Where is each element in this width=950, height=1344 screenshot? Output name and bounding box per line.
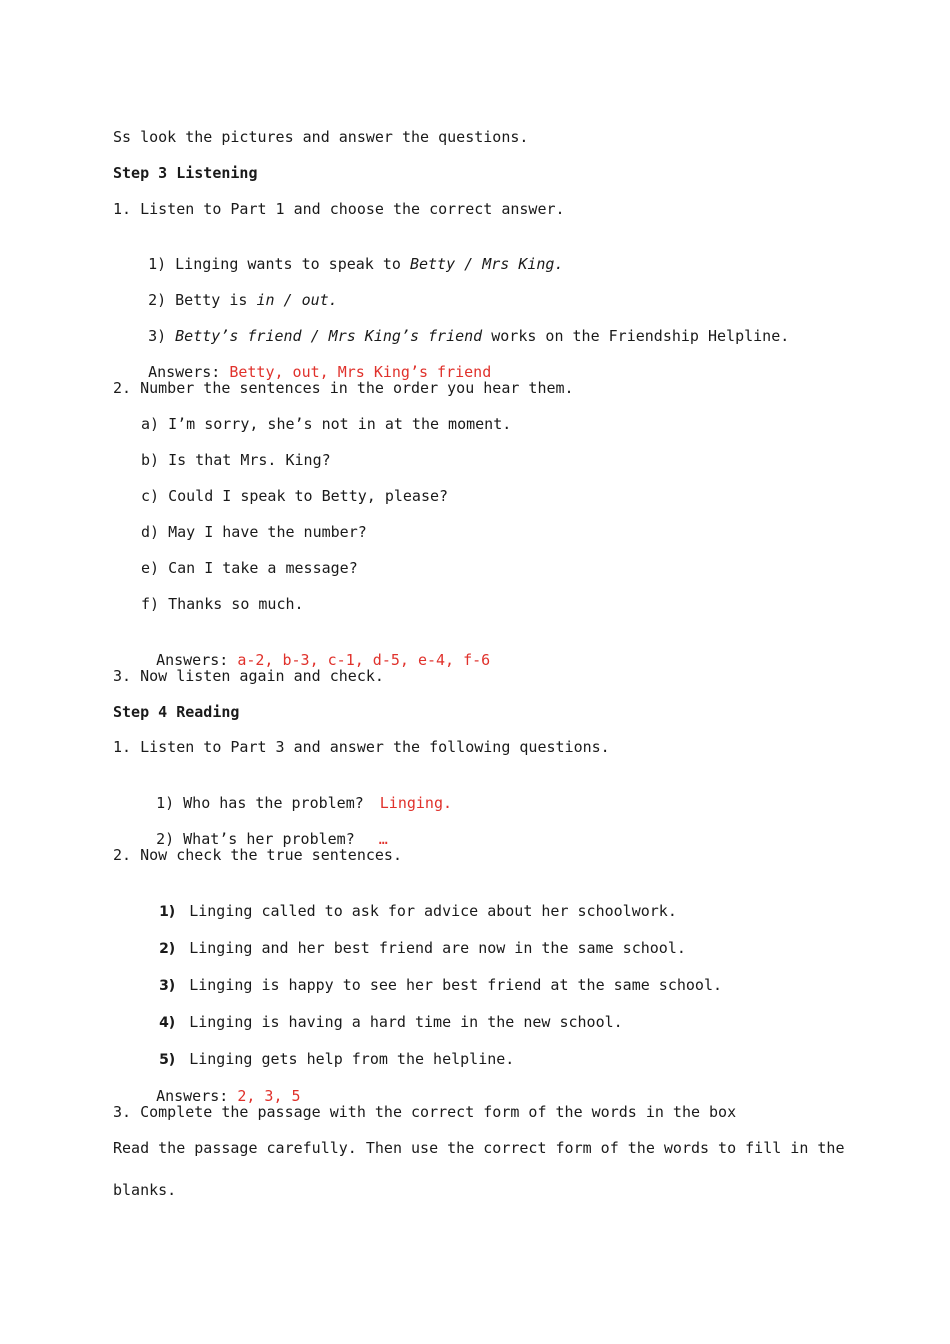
q3-suffix: works on the Friendship Helpline. [482,327,790,345]
step3-task3: 3. Now listen again and check. [113,667,384,685]
item-text: Linging called to ask for advice about her schoolwork. [189,902,677,920]
answers-label: Answers: [148,363,230,381]
q2-choice: in / out. [256,291,338,309]
question-text: 1) Who has the problem? [156,794,364,812]
answers-value: Betty, out, Mrs King’s friend [229,363,492,381]
item-number: 2) [159,941,176,957]
step3-task1-title: 1. Listen to Part 1 and choose the correct answer. [113,200,565,218]
step4-task1-q1 [138,773,452,813]
list-item: d) May I have the number? [141,523,367,541]
q3-choice: Betty’s friend / Mrs King’s friend [175,327,483,345]
answers-value: 2, 3, 5 [237,1087,301,1105]
question-answer: … [378,830,388,848]
q1-choice: Betty / Mrs King. [409,255,564,273]
step3-task1-q2 [130,270,338,310]
item-number: 5) [159,1052,176,1068]
item-text: Linging is having a hard time in the new school. [189,1013,623,1031]
answers-label: Answers: [156,1087,238,1105]
step4-task2-title: 2. Now check the true sentences. [113,846,402,864]
answers-label: Answers: [156,651,238,669]
item-text: Linging is happy to see her best friend at the same school. [189,976,723,994]
list-item: b) Is that Mrs. King? [141,451,331,469]
step4-task1-title: 1. Listen to Part 3 and answer the following questions. [113,738,610,756]
q3-prefix: 3) [148,327,176,345]
item-number: 1) [159,904,176,920]
list-item: e) Can I take a message? [141,559,358,577]
answers-value: a-2, b-3, c-1, d-5, e-4, f-6 [237,651,491,669]
step3-heading: Step 3 Listening [113,164,258,182]
item-number: 4) [159,1015,176,1031]
intro-text: Ss look the pictures and answer the questions. [113,128,529,146]
list-item [141,1029,514,1070]
step4-task3-title: 3. Complete the passage with the correct form of the words in the box [113,1103,737,1121]
list-item [141,881,677,922]
list-item: c) Could I speak to Betty, please? [141,487,449,505]
step3-task2-title: 2. Number the sentences in the order you hear them. [113,379,574,397]
list-item: a) I’m sorry, she’s not in at the moment. [141,415,512,433]
step4-task3-instruction-cont: blanks. [113,1181,177,1199]
item-text: Linging and her best friend are now in the same school. [189,939,686,957]
question-answer: Linging. [379,794,453,812]
list-item [141,918,686,959]
step3-task1-q1 [130,234,564,274]
list-item [141,992,623,1033]
step4-task3-instruction: Read the passage carefully. Then use the correct form of the words to fill in the [113,1139,845,1157]
q2-prefix: 2) Betty is [148,291,257,309]
step3-task1-q3 [130,306,789,346]
item-number: 3) [159,978,176,994]
q1-prefix: 1) Linging wants to speak to [148,255,410,273]
step4-task1-q2 [138,809,388,849]
list-item [141,955,722,996]
list-item: f) Thanks so much. [141,595,304,613]
item-text: Linging gets help from the helpline. [189,1050,515,1068]
step4-heading: Step 4 Reading [113,703,240,721]
question-text: 2) What’s her problem? [156,830,355,848]
step3-task1-answers [130,342,491,382]
step4-task2-answers [138,1066,301,1106]
step3-task2-answers [138,630,490,670]
